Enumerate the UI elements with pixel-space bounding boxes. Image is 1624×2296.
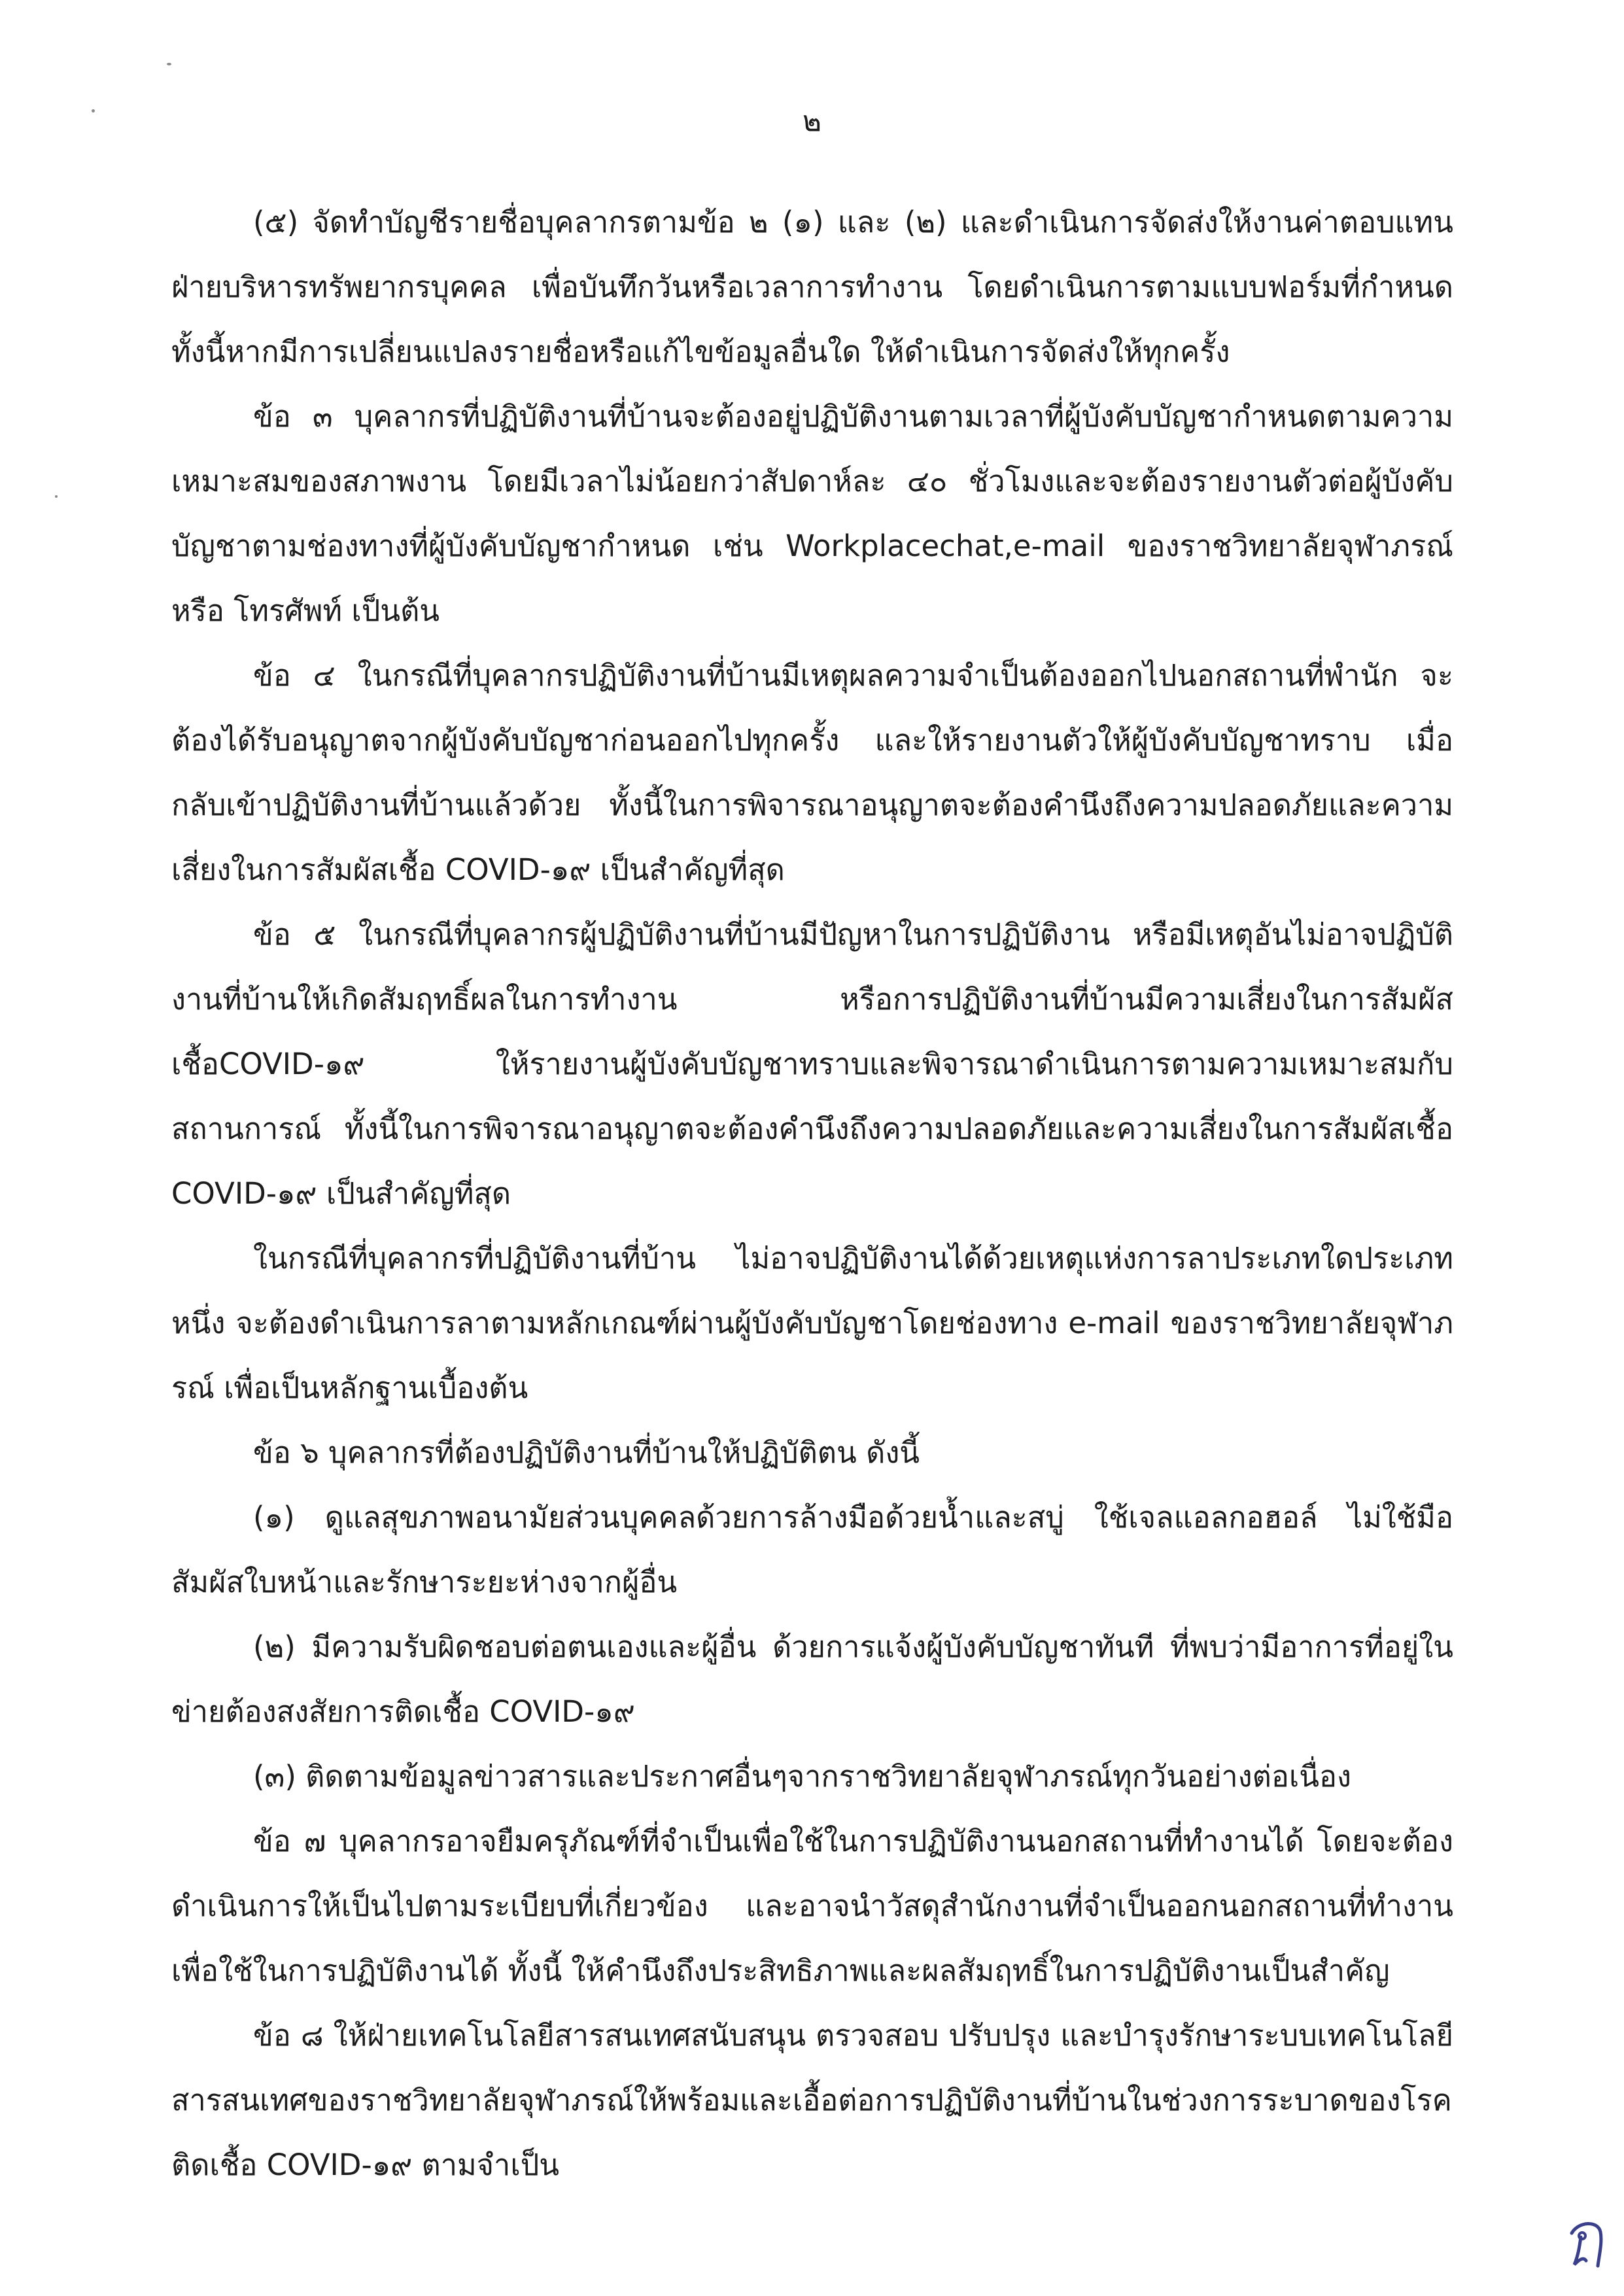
paragraph-clause-5-leave: ในกรณีที่บุคลากรที่ปฏิบัติงานที่บ้าน ไม่อาจปฏิบัติงานได้ด้วยเหตุแห่งการลาประเภทใดประเภทหนึ่ง จะต้องดำเนินการลาตามหลักเกณฑ์ผ่านผู้บังคับบัญชาโดยช่องทาง e-mail ของราชวิทยาลัยจุฬาภรณ์ เพื่อเป็นหลักฐานเบื้องต้น [171,1241,1453,1405]
paragraph-clause-5: ข้อ ๕ ในกรณีที่บุคลากรผู้ปฏิบัติงานที่บ้านมีปัญหาในการปฏิบัติงาน หรือมีเหตุอันไม่อาจปฏิบัติงานที่บ้านให้เกิดสัมฤทธิ์ผลในการทำงาน หรือการปฏิบัติงานที่บ้านมีความเสี่ยงในการสัมผัสเชื้อCOVID-๑๙ ให้รายงานผู้บังคับบัญชาทราบและพิจารณาดำเนินการตามความเหมาะสมกับสถานการณ์ ทั้งนี้ในการพิจารณาอนุญาตจะต้องคำนึงถึงความปลอดภัยและความเสี่ยงในการสัมผัสเชื้อ COVID-๑๙ เป็นสำคัญที่สุด [171,917,1453,1211]
paragraph-clause-7: ข้อ ๗ บุคลากรอาจยืมครุภัณฑ์ที่จำเป็นเพื่อใช้ในการปฏิบัติงานนอกสถานที่ทำงานได้ โดยจะต้องดำเนินการให้เป็นไปตามระเบียบที่เกี่ยวข้อง และอาจนำวัสดุสำนักงานที่จำเป็นออกนอกสถานที่ทำงานเพื่อใช้ในการปฏิบัติงานได้ ทั้งนี้ ให้คำนึงถึงประสิทธิภาพและผลสัมฤทธิ์ในการปฏิบัติงานเป็นสำคัญ [171,1824,1453,1988]
paragraph-clause-6-3: (๓) ติดตามข้อมูลข่าวสารและประกาศอื่นๆจากราชวิทยาลัยจุฬาภรณ์ทุกวันอย่างต่อเนื่อง [253,1759,1352,1794]
paragraph-clause-6-2: (๒) มีความรับผิดชอบต่อตนเองและผู้อื่น ด้วยการแจ้งผู้บังคับบัญชาทันที ที่พบว่ามีอาการที่อยู่ในข่ายต้องสงสัยการติดเชื้อ COVID-๑๙ [171,1629,1453,1729]
paragraph-clause-8: ข้อ ๘ ให้ฝ่ายเทคโนโลยีสารสนเทศสนับสนุน ตรวจสอบ ปรับปรุง และบำรุงรักษาระบบเทคโนโลยีสารสนเทศของราชวิทยาลัยจุฬาภรณ์ให้พร้อมและเอื้อต่อการปฏิบัติงานที่บ้านในช่วงการระบาดของโรคติดเชื้อ COVID-๑๙ ตามจำเป็น [171,2018,1453,2182]
paragraph-clause-4: ข้อ ๔ ในกรณีที่บุคลากรปฏิบัติงานที่บ้านมีเหตุผลความจำเป็นต้องออกไปนอกสถานที่พำนัก จะต้องได้รับอนุญาตจากผู้บังคับบัญชาก่อนออกไปทุกครั้ง และให้รายงานตัวให้ผู้บังคับบัญชาทราบ เมื่อกลับเข้าปฏิบัติงานที่บ้านแล้วด้วย ทั้งนี้ในการพิจารณาอนุญาตจะต้องคำนึงถึงความปลอดภัยและความเสี่ยงในการสัมผัสเชื้อ COVID-๑๙ เป็นสำคัญที่สุด [171,658,1453,887]
page-number: ๒ [802,105,821,138]
paragraph-clause-6: ข้อ ๖ บุคลากรที่ต้องปฏิบัติงานที่บ้านให้ปฏิบัติตน ดังนี้ [253,1435,920,1470]
scan-speck [167,63,171,65]
handwritten-initial [1566,2218,1607,2269]
paragraph-clause-6-1: (๑) ดูแลสุขภาพอนามัยส่วนบุคคลด้วยการล้างมือด้วยน้ำและสบู่ ใช้เจลแอลกอฮอล์ ไม่ใช้มือสัมผัสใบหน้าและรักษาระยะห่างจากผู้อื่น [171,1500,1453,1599]
document-body [171,190,1453,2197]
paragraph-clause-2-5: (๕) จัดทำบัญชีรายชื่อบุคลากรตามข้อ ๒ (๑) และ (๒) และดำเนินการจัดส่งให้งานค่าตอบแทน ฝ่ายบริหารทรัพยากรบุคคล เพื่อบันทึกวันหรือเวลาการทำงาน โดยดำเนินการตามแบบฟอร์มที่กำหนด ทั้งนี้หากมีการเปลี่ยนแปลงรายชื่อหรือแก้ไขข้อมูลอื่นใด ให้ดำเนินการจัดส่งให้ทุกครั้ง [171,205,1453,369]
paragraph-clause-3: ข้อ ๓ บุคลากรที่ปฏิบัติงานที่บ้านจะต้องอยู่ปฏิบัติงานตามเวลาที่ผู้บังคับบัญชากำหนดตามความเหมาะสมของสภาพงาน โดยมีเวลาไม่น้อยกว่าสัปดาห์ละ ๔๐ ชั่วโมงและจะต้องรายงานตัวต่อผู้บังคับบัญชาตามช่องทางที่ผู้บังคับบัญชากำหนด เช่น Workplacechat,e-mail ของราชวิทยาลัยจุฬาภรณ์ หรือ โทรศัพท์ เป็นต้น [171,399,1453,628]
scan-speck [55,495,58,498]
